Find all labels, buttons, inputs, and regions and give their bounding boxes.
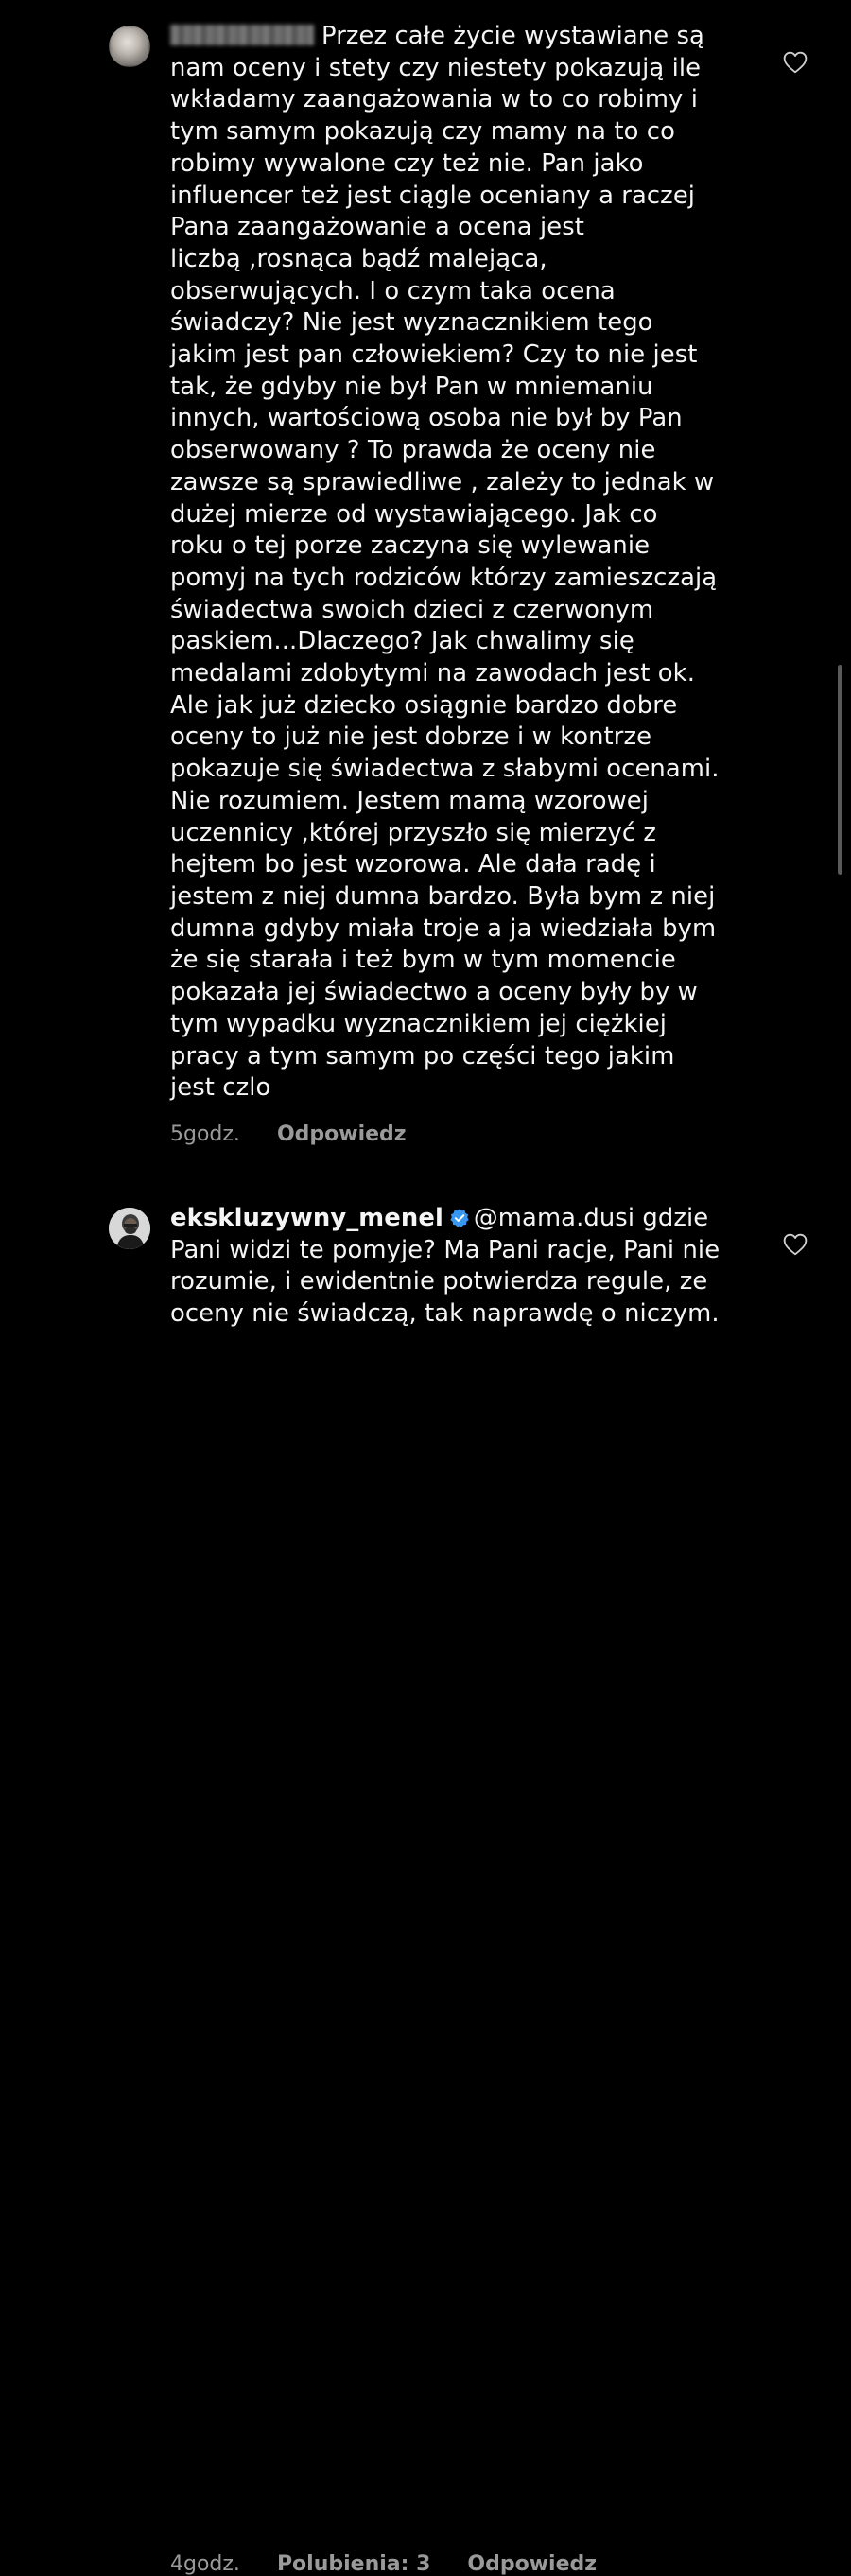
comment-text-line: pomyj na tych rodziców którzy zamieszczają bbox=[170, 563, 718, 592]
comment-text-line: innych, wartościową osoba nie był by Pan bbox=[170, 404, 683, 433]
comment-body bbox=[170, 1203, 747, 1331]
comment-meta bbox=[170, 2552, 627, 2576]
comment-text-line: świadczy? Nie jest wyznacznikiem tego bbox=[170, 308, 653, 338]
comment-text-line: tym samym pokazują czy mamy na to co bbox=[170, 117, 675, 147]
comment-text-line: roku o tej porze zaczyna się wylewanie bbox=[170, 531, 651, 561]
comment-text-line: pokazuje się świadectwa z słabymi ocenami. bbox=[170, 755, 720, 784]
comment-text-line: Ale jak już dziecko osiągnie bardzo dobre bbox=[170, 690, 678, 720]
comment-text-line: pracy a tym samym po części tego jakim bbox=[170, 1041, 675, 1070]
comment-text-line: nam oceny i stety czy niestety pokazują ile bbox=[170, 53, 702, 82]
heart-outline-icon[interactable] bbox=[783, 51, 808, 74]
comment-text-line: obserwujących. I o czym taka ocena bbox=[170, 276, 616, 305]
comment-text-line: obserwowany ? To prawda że oceny nie bbox=[170, 436, 656, 465]
comment-text-line: jakim jest pan człowiekiem? Czy to nie jest bbox=[170, 340, 698, 370]
avatar-image bbox=[109, 26, 150, 67]
comment-text-line: oceny nie świadczą, tak naprawdę o niczym. bbox=[170, 1299, 720, 1329]
comment-time: 4godz. bbox=[170, 2552, 240, 2576]
comment-text-line bbox=[170, 1203, 747, 1235]
username-link[interactable]: ekskluzywny_menel bbox=[170, 1204, 443, 1232]
comment-text: @mama.dusi gdzie bbox=[473, 1204, 709, 1232]
comment-text-line: pokazała jej świadectwo a oceny były by w bbox=[170, 978, 698, 1007]
comment-text-line: Nie rozumiem. Jestem mamą wzorowej bbox=[170, 786, 650, 815]
comment-text-line: wkładamy zaangażowania w to co robimy i bbox=[170, 85, 698, 114]
comment-text-line: dużej mierze od wystawiającego. Jak co bbox=[170, 499, 658, 529]
comment-text-line: świadectwa swoich dzieci z czerwonym bbox=[170, 595, 654, 624]
reply-button[interactable]: Odpowiedz bbox=[467, 2552, 598, 2576]
comment-text-line: tak, że gdyby nie był Pan w mniemaniu bbox=[170, 372, 653, 401]
avatar[interactable] bbox=[109, 26, 150, 67]
comment-text-line: hejtem bo jest wzorowa. Ale dała radę i bbox=[170, 850, 656, 879]
comment-text-line: oceny to już nie jest dobrze i w kontrze bbox=[170, 722, 652, 752]
comment-text-line: liczbą ,rosnąca bądź malejąca, bbox=[170, 244, 547, 273]
comment-meta bbox=[170, 1123, 437, 1146]
avatar-image bbox=[109, 1208, 150, 1249]
avatar[interactable] bbox=[109, 1208, 150, 1249]
comment-text-line: jest czlo bbox=[170, 1073, 271, 1103]
comment-body bbox=[170, 21, 747, 1105]
comment-text-line bbox=[170, 21, 747, 53]
heart-outline-icon[interactable] bbox=[783, 1233, 808, 1256]
comment-text-line: tym wypadku wyznacznikiem jej ciężkiej bbox=[170, 1009, 668, 1038]
comment-text-line: dumna gdyby miała troje a ja wiedziała bym bbox=[170, 914, 717, 943]
comment-text-line: Pani widzi te pomyje? Ma Pani racje, Pani nie bbox=[170, 1235, 721, 1264]
comment-text-line: zawsze są sprawiedliwe , zależy to jednak w bbox=[170, 467, 715, 496]
comment-text-line: uczennicy ,której przyszło się mierzyć z bbox=[170, 818, 657, 847]
username-redacted[interactable] bbox=[170, 25, 314, 45]
comment-text-line: influencer też jest ciągle oceniany a raczej bbox=[170, 181, 696, 210]
comment-text-line: medalami zdobytymi na zawodach jest ok. bbox=[170, 659, 695, 688]
reply-button[interactable]: Odpowiedz bbox=[276, 1123, 407, 1146]
comment-text-line: że się starała i też bym w tym momencie bbox=[170, 946, 676, 975]
scrollbar-thumb[interactable] bbox=[838, 665, 842, 875]
comment-text: Przez całe życie wystawiane są bbox=[321, 22, 704, 50]
comment-text-line: paskiem...Dlaczego? Jak chwalimy się bbox=[170, 627, 634, 656]
comment-text-line: jestem z niej dumna bardzo. Była bym z niej bbox=[170, 881, 716, 911]
comment-time: 5godz. bbox=[170, 1123, 240, 1146]
comment-text-line: rozumie, i ewidentnie potwierdza regule, ze bbox=[170, 1267, 708, 1297]
likes-count[interactable]: Polubienia: 3 bbox=[276, 2552, 431, 2576]
verified-badge-icon bbox=[449, 1208, 470, 1228]
comment-text-line: robimy wywalone czy też nie. Pan jako bbox=[170, 148, 644, 178]
comment-text-line: Pana zaangażowanie a ocena jest bbox=[170, 213, 584, 242]
